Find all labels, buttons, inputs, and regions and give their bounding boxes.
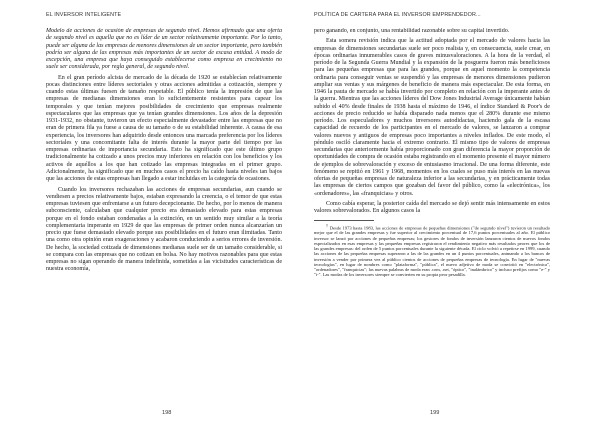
right-page [300,0,600,424]
page-number-right: 199 [430,410,440,416]
paragraph: Cuando los inversores rechazaban las acciones de empresas secundarias, aun cuando se vendiesen a precios relativamente bajos, estaban expresando la creencia, o el temor de que estas empresas tuviesen que enfrentarse a un futuro decepcionante. De hecho, por lo menos de manera subconsciente, calculaban que cualquier precio era demasiado elevado para estas empresas porque en el fondo estaban condenadas a la extinción, en un sentido muy similar a la teoría complementaria imperante en 1929 de que las empresas de primer orden nunca alcanzarían un precio que fuese demasiado elevado porque sus posibilidades en el futuro eran ilimitadas. Tanto una como otra opinión eran exageraciones y acabaron conduciendo a serios errores de inversión. De hecho, la sociedad cotizada de dimensiones medianas suele ser de un tamaño considerable, si se compara con las empresas que no cotizan en bolsa. No hay motivos razonables para que estas empresas no sigan operando de manera indefinida, sometidas a las vicisitudes características de nuestra economía, [46,186,282,273]
right-text-column [314,28,550,408]
paragraph: En el gran período alcista de mercado de la década de 1920 se establecían relativamente pocas distinciones entre líderes sectoriales y otras acciones admitidas a cotización, siempre y cuando estas últimas fuesen de tamaño respetable. El público tenía la impresión de que las empresas de medianas dimensiones eran lo suficientemente resistentes para capear los temporales y que tenían mejores posibilidades de crecimiento que empresas realmente espectaculares que las empresas que ya tenían grandes dimensiones. Los años de la depresión 1931-1932, no obstante, tuvieron un efecto especialmente devastador entre las empresas que no eran de primera fila ya fuese a causa de su tamaño o de su estabilidad inherente. A causa de esa experiencia, los inversores han adquirido desde entonces una marcada preferencia por los líderes sectoriales y una concomitante falta de interés durante la mayor parte del tiempo por las empresas ordinarias de importancia secundaria. Esto ha significado que este último grupo tradicionalmente ha cotizado a unos precios muy inferiores en relación con los beneficios y los activos de aquéllos a los que han cotizado las empresas integradas en el primer grupo. Adicionalmente, ha significado que en muchos casos el precio ha caído hasta niveles tan bajos que las acciones de estas empresas han llegado a estar incluidas en la categoría de ocasiones. [46,74,282,183]
paragraph: Modelo de acciones de ocasión de empresas de segundo nivel. Hemos afirmado que una oferta de segundo nivel es aquella que no es líder de un sector relativamente importante. Por lo tanto, puede ser alguna de las empresas de menores dimensiones de un sector importante, pero también podría ser alguna de las empresas más importantes de un sector de escasa entidad. A modo de excepción, una empresa que haya conseguido establecerse como empresa en crecimiento no suele ser considerada, por regla general, de segundo nivel. [46,28,282,71]
running-head-left: EL INVERSOR INTELIGENTE [46,12,122,18]
footnote-text: Desde 1973 hasta 1983, las acciones de empresas de pequeñas dimensiones ("de segundo nivel") tuvieron un resultado mejor que el de las grandes empresas y fue superior al crecimiento porcentual de 17,6 puntos porcentuales al año. El público inversor se lanzó por acciones de pequeñas empresas; los gestores de fondos de inversión lanzaron cientos de nuevos fondos especializados en esas empresas y las pequeñas empresas registraron el rendimiento negativo más resultados peores que los de las grandes empresas: del orden de 5 puntos porcentuales durante la siguiente década. El ciclo volvió a repetirse en 1999, cuando las acciones de las pequeñas empresas superaron a las de las grandes en un 4 puntos porcentuales, animando a los bancos de inversión a vender por primera vez al público cientos de acciones de pequeñas empresas de tecnología. En lugar de "nuevas tecnologías", en lugar de nombres como "plataforma", "pública", el nuevo adjetivo de moda se convirtió en "electrónica", "ordenadores", "franquicias"; las nuevas palabras de moda eran .com, .net, "óptico", "inalámbrico" y incluso prefijos como "e-" y "i-". Las modas de los inversores siempre se convierten en su propia peor pesadilla. [314,225,550,278]
paragraph: pero ganando, en conjunto, una rentabilidad razonable sobre su capital invertido. [314,28,510,34]
paragraph: Como cabía esperar, la posterior caída del mercado se dejó sentir más intensamente en estos valores sobrevalorados. En algunos casos la [314,201,550,215]
paragraph: Esta somera revisión indica que la actitud adoptada por el mercado de valores hacia las empresas de dimensiones secundarias suele ser poco realista y, en consecuencia, suele crear, en épocas ordinarias innumerables casos de graves minusvaloraciones. A la hora de la verdad, el período de la Segunda Guerra Mundial y la expansión de la posguerra fueron más beneficiosos para las pequeñas empresas que para las grandes, porque en aquel momento la competencia ordinaria para conseguir ventas se suspendió y las empresas de menores dimensiones pudieron ampliar sus ventas y sus márgenes de beneficio de manera más espectacular. De esta forma, en 1946 la pauta de mercado se había invertido por completo en relación con la imperante antes de la guerra. Mientras que las acciones líderes del Dow Jones Industrial Average únicamente habían subido el 40% desde finales de 1938 hasta el máximo de 1946, el índice Standard & Poor's de acciones de precio reducido se había disparado nada menos que el 280% durante ese mismo período. Los especuladores y muchos inversores autodidactas, haciendo gala de la escasa capacidad de recuerdo de los participantes en el mercado de valores, se lanzaron a comprar valores nuevos y antiguos de empresas poco importantes a niveles inflados. De este modo, el péndulo osciló claramente hacia el extremo contrario. El mismo tipo de valores de empresas secundarias que anteriormente había proporcionado con gran diferencia la mayor proporción de oportunidades de compra de ocasión estaba registrando en el momento presente el mayor número de ejemplos de sobrevaloración y exceso de entusiasmo irracional. De una forma diferente, este fenómeno se repitió en 1961 y 1968, momentos en los cuales se puso más interés en las nuevas ofertas de pequeñas empresas de naturaleza inferior a las secundarias, y en prácticamente todas las empresas de ciertos campos que gozaban del favor del público, como la «electrónica», los «ordenadores», las «franquicias» y otros. [314,38,550,197]
footnote-marker: † [326,222,329,228]
footnote [314,223,550,278]
running-head-right: POLÍTICA DE CARTERA PARA EL INVERSOR EMPRENDEDOR... [314,12,481,18]
page-number-left: 198 [162,410,172,416]
left-text-column [46,28,282,408]
footnote-divider [314,220,374,221]
